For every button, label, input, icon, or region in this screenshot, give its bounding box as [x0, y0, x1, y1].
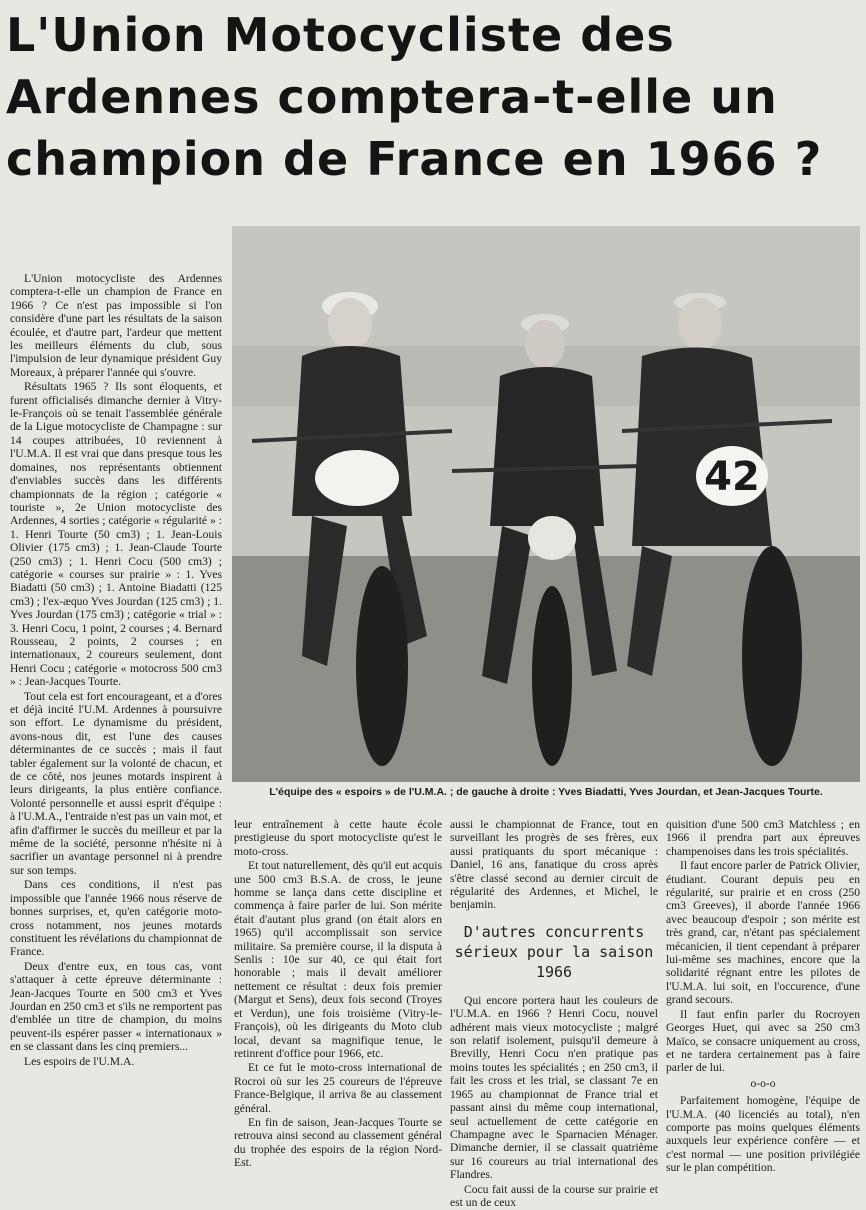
paragraph: Il faut encore parler de Patrick Olivier, étudiant. Courant depuis peu en régularité, sur prairie et en cross (250 cm3 Greeves), il aborde l'année 1966 avec beaucoup d'espoir ; son mérite est très grand, car, n'étant pas spécialement mécanicien, il tient cependant à préparer lui-même ses machines, encore que la solidarité régnant entre les pilotes de l'U.M.A. lui soit, en l'occurence, d'une grand secours. [666, 859, 860, 1007]
paragraph: Parfaitement homogène, l'équipe de l'U.M.A. (40 licenciés au total), n'en comporte pas moins quelques éléments auxquels leur expérience confère — et c'est normal — une position privilégiée sur le plan compétition. [666, 1094, 860, 1175]
subheading: D'autres concurrents sérieux pour la saison 1966 [454, 922, 654, 981]
paragraph: Et tout naturellement, dès qu'il eut acquis une 500 cm3 B.S.A. de cross, le jeune homme se lança dans cette discipline et commença à faire parler de lui. Son mérite était d'autant plus grand (on était alors en 1965) qu'il accomplissait son service militaire. Sa première course, il la disputa à Senlis : 10e sur 40, ce qui était fort honorable ; mais il devait améliorer nettement ce résultat : deux fois premier (Margut et Sens), deux fois second (Troyes et Verdun), une fois troisième (Vitry-le-François), où les dirigeants du Moto club local, devant sa magnifique tenue, le retinrent d'office pour 1966, etc. [234, 859, 442, 1060]
paragraph: En fin de saison, Jean-Jacques Tourte se retrouva ainsi second au classement général du trophée des espoirs de la région Nord-Est. [234, 1115, 442, 1170]
paragraph: L'Union motocycliste des Ardennes comptera-t-elle un champion de France en 1966 ? Ce n'est pas impossible si l'on considère d'une part les résultats de la saison écoulée, et d'autre part, l'ardeur que mettent les meilleurs éléments du club, sous l'impulsion de leur dynamique président Guy Moreaux, à préparer l'année qui s'ouvre. [10, 272, 222, 379]
paragraph: Les espoirs de l'U.M.A. [24, 1054, 135, 1068]
team-photo [232, 226, 860, 782]
paragraph: Dans ces conditions, il n'est pas impossible que l'année 1966 nous réserve de bonnes surprises, et, qu'en catégorie moto-cross notamment, nos jeunes motards constituent les révélations du championnat de France. [10, 878, 222, 959]
section-divider: o-o-o [750, 1076, 776, 1090]
riders-illustration [232, 226, 860, 782]
paragraph: leur entraînement à cette haute école prestigieuse du sport motocycliste qu'est le moto-cross. [234, 818, 442, 858]
photo-caption: L'équipe des « espoirs » de l'U.M.A. ; de gauche à droite : Yves Biadatti, Yves Jourdan, et Jean-Jacques Tourte. [269, 786, 823, 798]
column-4 [666, 818, 860, 1176]
paragraph: Tout cela est fort encourageant, et a d'ores et déjà incité l'U.M. Ardennes à poursuivre son effort. Le dynamisme du président, avons-nous dit, est l'une des causes déterminantes de ce succès ; mais il faut tabler également sur la volonté de chacun, et de ce côté, nos jeunes motards inspirent à leurs dirigeants, la plus entière confiance. Volonté personnelle et aussi esprit d'équipe : à l'U.M.A., l'entraide n'est pas un vain mot, et afin d'affirmer le succès du meilleur et par la même de la société, personne n'hésite ni à sacrifier un avantage personnel ni à prendre sur son temps. [10, 689, 223, 877]
paragraph: Il faut enfin parler du Rocroyen Georges Huet, qui avec sa 250 cm3 Maïco, se consacre uniquement au cross, et ne tardera certainement pas à faire parler de lui. [666, 1007, 860, 1075]
headline: L'Union Motocycliste des Ardennes comptera-t-elle un champion de France en 1966 ? [6, 8, 823, 186]
paragraph: quisition d'une 500 cm3 Matchless ; en 1966 il prendra part aux épreuves champenoises dans les trois spécialités. [666, 818, 860, 858]
race-number: 42 [704, 454, 760, 500]
paragraph: Deux d'entre eux, en tous cas, vont s'attaquer à cette épreuve déterminante : Jean-Jacques Tourte en 500 cm3 et Yves Jourdan en 250 cm3 et s'ils ne remportent pas d'emblée un titre de champion, du moins peuvent-ils espérer passer « internationaux » en se classant dans les cinq premiers... [10, 959, 222, 1054]
column-1 [10, 272, 222, 1069]
paragraph: Cocu fait aussi de la course sur prairie et est un de ceux [450, 1182, 658, 1209]
paragraph: Résultats 1965 ? Ils sont éloquents, et furent officialisés dimanche dernier à Vitry-le-François où se tenait l'assemblée générale de la Ligue motocycliste de Champagne : sur 14 coupes attribuées, 10 reviennent à l'U.M.A. Il est vrai que dans presque tous les domaines, nos représentants obtiennent d'enviables succès dans les différents championnats de la région ; catégorie « touriste », 2e Union motocycliste des Ardennes, 4 sorties ; catégorie « régularité » : 1. Henri Tourte (50 cm3) ; 1. Jean-Louis Olivier (175 cm3) ; 1. Jean-Claude Tourte (250 cm3) ; 1. Henri Cocu (500 cm3) ; catégorie « courses sur prairie » : 1. Yves Biadatti (50 cm3) ; 1. Antoine Biadatti (125 cm3) ; l'ex-æquo Yves Jourdan (125 cm3) ; 1. Yves Jourdan (175 cm3) ; catégorie « trial » : 3. Henri Cocu, 1 point, 2 courses ; 4. Bernard Rousseau, 2 points, 2 courses ; en internationaux, 2 coureurs seulement, dont Henri Cocu ; catégorie « motocross 500 cm3 » : Jean-Jacques Tourte. [10, 380, 222, 689]
column-3 [450, 818, 658, 1210]
column-2 [234, 818, 442, 1171]
paragraph: aussi le championnat de France, tout en surveillant les progrès de ses frères, eux aussi pratiquants du sport mécanique : Daniel, 16 ans, fanatique du cross après s'être classé second au dernier circuit de régularité des Ardennes, et Michel, le benjamin. [450, 818, 658, 912]
paragraph: Et ce fut le moto-cross international de Rocroi où sur les 25 coureurs de l'épreuve France-Belgique, il arriva 8e au classement général. [234, 1061, 442, 1115]
paragraph: Qui encore portera haut les couleurs de l'U.M.A. en 1966 ? Henri Cocu, nouvel adhérent mais vieux motocycliste ; malgré son relatif isolement, puisqu'il demeure à Brevilly, Henri Cocu n'en pratique pas moins toutes les spécialités ; en 250 cm3, il fait les cross et les trial, se classant 7e en 1965 au championnat de France trial et passant ainsi du même coup international, seul actuellement de cette catégorie en Champagne avec le Sparnacien Ménager. Dimanche dernier, il se classait quatrième sur 16 coureurs au trial international des Flandres. [450, 993, 658, 1182]
